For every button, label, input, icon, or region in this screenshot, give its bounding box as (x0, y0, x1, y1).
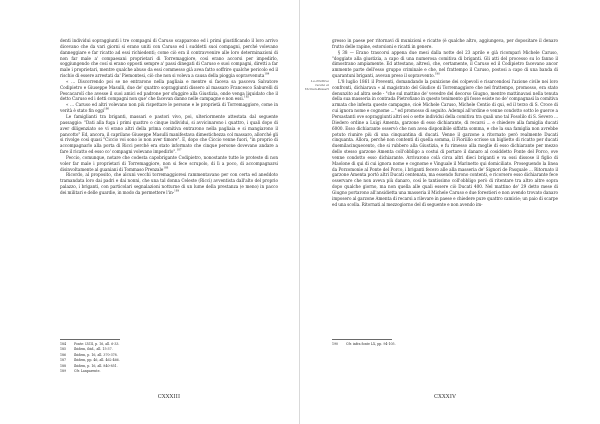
paragraph: « … Discorrendo poi se ne entrarono nella pagliaia e mentre si faceva sa pasceva Salvatore Codipietro e Giuseppe Masulli, due de' quattro sopraggiunti dissero al massaro Francesco Saburelli di Pescacarolí che avesse il suoi amici ed padrone per sfuggire alla Giustizia, onde venga liquidato che il detto Caruso ed i detti compagni non que' che facevan danno nelle campagne e non essi.$^{185}$ (60, 78, 278, 102)
margin-note: La direttiva recata ai Vicinan-Passeri (304, 79, 329, 92)
left-body-text (60, 38, 278, 196)
right-page (300, 0, 600, 424)
footnote: 189 Cfr. Lanparente. (60, 369, 101, 374)
footnote: 186 Ibidem, p. 16, all. 370-378. (60, 352, 118, 357)
paragraph: Ricordo, al proposito, che alcuni vecchi torremaggioresi rammentavano per con certa ed aneddoto tramandata loro dai padri e dai nonni, che una tal donna Celeste (Ricci) avventista dall'alto del proprio palazzo, i briganti, con particolari segnalazioni notturne di un lume della prestanza (e meno) in pacco dei militari e delle guardie, in modo da permettere l'in-$^{189}$ (60, 172, 278, 195)
page-number-left: CXXXIII (157, 394, 181, 400)
footnotes (60, 339, 278, 375)
paragraph: gresso in paese per ritornavi di munizioni e ricatte (è qualche altro, aggiungeva, per dopositare il denaro frutto delle rapine, estorsioni e ricatti in genere. (332, 38, 558, 49)
footnote-rule (332, 339, 392, 340)
right-body-text (332, 38, 558, 207)
footnote: 185 Ibidem, ibid., all. 15-37. (60, 347, 113, 352)
paragraph: Le famiglianti tra briganti, massari e pastori vivo, poi, ulteriormente attestata dal seguente passaggio: "Dati alla fuga i primi quattro o cinque individui, si avvicinarono i quattro, i quali dopo di aver diligenziato se vi erano altri della prima comitiva entrarono nella pagliaia e si mangiarono il pancotto" Ed, ancora, il caprilano Giuseppe Masulli manifestava dimestichezza col massaro, allorché gli si rivolge così quasi "Ciccio voi sono io non aver timore". E, dopo che Ciccio venne fuori, "in proprio di accompagnarlo alla porta di Ricci perché era stato informato che cinque persone dovevano andare a fare il ricatto ed esso co' compagni volevano impedirlo".$^{187}$ (60, 113, 278, 155)
paragraph: denti individui sopraggiunti i tre compagni di Caruso scapparono ed i primi giustificando il loro arrivo dicevano che da vari giorni si erano uniti con Caruso ed i suddetti suoi compagni, perché volevano danneggiare e far ricatto ad essi richiedenti; come ciò era il contravvenire alle loro determinazioni di non far male a' compaesani proprietari di Torremaggiore, così erano accorsi per impedirlo, soggiungendo che cosí si erano opposti sempre a' passi dinegati di Caruso e suoi compagni, diretti a far male i proprietari, mentre qualche abuso da essi commesso già avea fatto soffrire qualche pericolo ed il rischio di essere arrestati da' Piemontesi, ciò che non si voleva a causa della pioggia sopravvenuta$^{184}$ (60, 38, 278, 79)
footnote: 187 Ibidem, pp. 46, all. 462-466. (60, 358, 120, 363)
paragraph: L'8 luglio 1861 il Preventi, domandando la punizione dei colpevoli e risarcendosi l'azione civile nei loro confronti, dichiarava « al magistrato del Giudice di Torremaggiore che nel frattempo, promosso, era stato denunzito ad altra sede - "che sul mattino de' vevedre del decorso Giugno, mentre mattinavasi nella tenuta della sua masseria in contrada Pietrofiano in questo tenimento gli fosse esiste no de' compagnasì la comitiva armata che infesta queste campagne, cioè Michele Caruso, Michele Centio di qui, ed il terzo di S. Croce di cui ignora nome e cognome ..." ed promosso di seguito. Adempì all'ordine e venne condotto sotto le guerce a Persastanti ove sopraggiunti altri sei o sette individui della comitiva tra quali uno tal Fosolilo di S. Severo ... Diedero ordine a Luigi Amenta, garzone di esso dichiarante, di recarsi ... e chiedere alla famiglia ducati 6000. Esso dichiarante osservò che non avea disponibile siffatta somma, e che la sua famiglia non avrebbe potuto riunire più di una cinquantina di ducati. Venne il garzone a ritornato però realmente Ducati cinquanta. Allora, perché non contenti di quella somma, il Fioriillo scrisse un biglietto di ricatto per ducati duemilacinquecento, che si rubbero alla Giustizia, e fu rimesso alla moglie di esso dichiarante per mezzo dello stesso garzone Amenta coll'obbligo a costui di portare il danaro al cosiddetto Ponte del Porco, ove venne condotto esso dichiarante. Arrivarono colà circa altri dieci briganti e va ossi dissose il figlio di Maolone di qui di cui ignora nome e cognome e Vinguale il Marinetto qui domiciliato. Proseguendo la linea da Porzomonie al Ponte del Porco, i briganti fecero alle alla masseria de' Signori de Pasquale ... Ritornato il garzone Amenta portò altri Ducati centenata, ma essendo furono contenti, e ricorsero esso dichiarante fece osservare che non aveva più danaro, così le tantissimo coll'obbligo però di ritentare tra altro altre sopra dopo qualche giorno, ma non quella alle quali essere ciò Ducati 400. Nel mattino de' 29 detto mese di Giugno portarono all'ansidietta una masseria il Michele Caruso e due forestieri e non avendo trovato danaro imposero al garzone Amenta di recarsi a rilevare in paese e chiedere pure quattro camicie; un paio di scarpe ed una scolla. Ritornati al mezzogiorno del dì seguente e non avendo im- (332, 78, 558, 207)
footnote: 190 Cfr. infra fonte LX, pp. 94-105. (332, 341, 396, 346)
paragraph: § 38 — Erano trascorsi appena due mesi dalla notte del 23 aprile e già ricomparì Michele Caruso, "doggiato alla giustizia, a capo di una numerosa comitiva di briganti. Gli atti del processo su lo fanno il dimostrano ampiamente. Ed attestano, altresì, che, certamente, il Caruso ed il Codipietro facevano ancor ammente parte dell'esso gruppo criminale e che, nel frattempo il Caruso, postosi a capo di una banda di quarantuni briganti, avevan preso il sopravvento.$^{190}$ (332, 49, 558, 79)
page-number-right: CXXXIV (433, 394, 457, 400)
paragraph: Peccio, comunque, notare che codesta capobrigante Codipietro, nonostante tutte le proteste di non voler far male i proprietari di Torremaggiore, non si fece scrupolo, di lì a poco, di accompagnarsi disinvoltamente al guaniani di Tommaso Prenzale$^{188}$ (60, 154, 278, 172)
paragraph: « … Caruso ed altri volevano non più rispettare le persone e le proprietà di Torremaggiore, come in verità è stato fin oggi$^{186}$ (60, 102, 278, 114)
footnotes (332, 339, 550, 347)
footnote: 188 Ibidem, p. 16, all. 840-851. (60, 363, 118, 368)
footnote: 184 Fonte: LVIII, p. 16, all. 6-33. (60, 341, 120, 346)
footnote-rule (60, 339, 120, 340)
